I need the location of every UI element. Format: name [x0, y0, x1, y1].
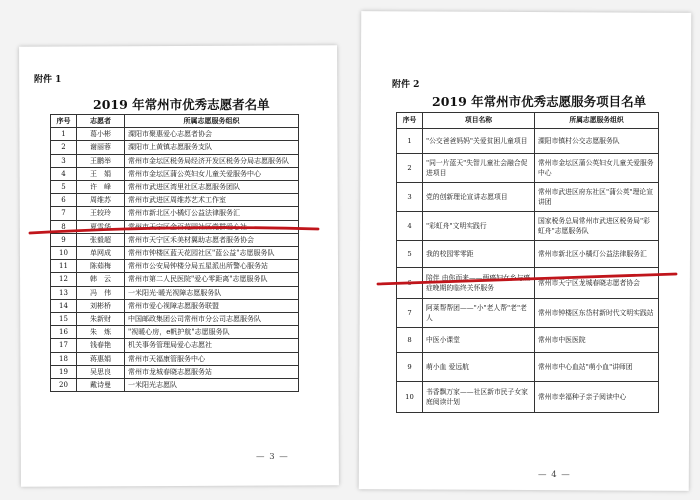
project-name: 陪伴 由你而来——两癌妇女乡与癌症晚期的临终关怀服务 [423, 268, 535, 299]
table-row [397, 212, 659, 241]
row-index: 7 [51, 207, 77, 220]
row-index: 3 [397, 183, 423, 212]
table-row [51, 207, 299, 220]
volunteer-name: 吴思良 [77, 365, 125, 378]
table-row [397, 183, 659, 212]
table-row [51, 247, 299, 260]
row-index: 20 [51, 379, 77, 392]
row-index: 10 [51, 247, 77, 260]
organization-name: 常州市天宁区龙城春晓志愿者协会 [535, 268, 659, 299]
table-row [51, 128, 299, 141]
header-organization: 所属志愿服务组织 [125, 115, 299, 128]
project-name: 阿莱帮帮团——"小"老人帮"老"老人 [423, 299, 535, 328]
organization-name: 常州市新北区小橘灯公益法律服务汇 [535, 241, 659, 268]
organization-name: 常州市武进区周维苏艺术工作室 [125, 194, 299, 207]
row-index: 4 [51, 167, 77, 180]
volunteer-name: 葛小彬 [77, 128, 125, 141]
attachment-label: 附件 2 [392, 80, 420, 90]
volunteer-name: 钱春艳 [77, 339, 125, 352]
table-row [51, 352, 299, 365]
row-index: 4 [397, 212, 423, 241]
organization-name: "视暖心房，e帆护航"志愿服务队 [125, 326, 299, 339]
table-row [51, 313, 299, 326]
organization-name: 常州市第二人民医院"爱心零距离"志愿服务队 [125, 273, 299, 286]
row-index: 13 [51, 286, 77, 299]
volunteer-name: 冯 伟 [77, 286, 125, 299]
volunteer-name: 戴诗曼 [77, 379, 125, 392]
row-index: 8 [397, 328, 423, 353]
header-index: 序号 [397, 113, 423, 129]
organization-name: 一米阳光志愿队 [125, 379, 299, 392]
project-name: "公交爸爸妈妈"关爱贫困儿童项目 [423, 129, 535, 154]
volunteer-name: 夏雪华 [77, 220, 125, 233]
row-index: 5 [51, 181, 77, 194]
project-name: 中医小课堂 [423, 328, 535, 353]
row-index: 1 [51, 128, 77, 141]
table-row [51, 181, 299, 194]
table-row [397, 129, 659, 154]
header-project: 项目名称 [423, 113, 535, 129]
volunteer-name: 张毅超 [77, 233, 125, 246]
table-row [51, 379, 299, 392]
table-row [51, 194, 299, 207]
organization-name: 常州市金坛区蒲公英妇女儿童关爱服务中心 [535, 154, 659, 183]
table-row [51, 167, 299, 180]
volunteer-name: 刘彬桥 [77, 299, 125, 312]
table-row [51, 326, 299, 339]
row-index: 1 [397, 129, 423, 154]
organization-name: 中国邮政集团公司常州市分公司志愿服务队 [125, 313, 299, 326]
row-index: 9 [397, 353, 423, 382]
table-header-row [51, 115, 299, 128]
header-organization: 所属志愿服务组织 [535, 113, 659, 129]
project-table [396, 112, 659, 413]
project-name: "同一片蓝天"失智儿童社会融合促进项目 [423, 154, 535, 183]
organization-name: 常州市新北区小橘灯公益法律服务汇 [125, 207, 299, 220]
page-number: — 4 — [538, 470, 571, 480]
organization-name: 常州市爱心视障志愿服务联盟 [125, 299, 299, 312]
organization-name: 国家税务总局常州市武进区税务局"彩虹舟"志愿服务队 [535, 212, 659, 241]
project-name: 我的校园零零距 [423, 241, 535, 268]
project-name: 党的创新理论宣讲志愿项目 [423, 183, 535, 212]
organization-name: 溧阳市镇村公交志愿服务队 [535, 129, 659, 154]
organization-name: 常州市武进区湾里社区志愿服务团队 [125, 181, 299, 194]
table-row [51, 299, 299, 312]
attachment-label: 附件 1 [34, 75, 62, 85]
organization-name: 常州市龙城春晓志愿服务站 [125, 365, 299, 378]
row-index: 16 [51, 326, 77, 339]
row-index: 2 [51, 141, 77, 154]
volunteer-name: 许 峰 [77, 181, 125, 194]
row-index: 15 [51, 313, 77, 326]
table-row [397, 241, 659, 268]
table-row [51, 273, 299, 286]
organization-name: 一米阳光·暖光视障志愿服务队 [125, 286, 299, 299]
row-index: 9 [51, 233, 77, 246]
volunteer-name: 朱新财 [77, 313, 125, 326]
table-row [51, 260, 299, 273]
organization-name: 常州市钟楼区东岱村新时代文明实践站 [535, 299, 659, 328]
table-row [51, 339, 299, 352]
volunteer-name: 王 娟 [77, 167, 125, 180]
row-index: 2 [397, 154, 423, 183]
header-index: 序号 [51, 115, 77, 128]
project-name: 书香飘万家——社区新市民子女家庭阅读计划 [423, 382, 535, 413]
page-title: 2019 年常州市优秀志愿服务项目名单 [432, 94, 647, 109]
volunteer-name: 韩 云 [77, 273, 125, 286]
volunteer-name: 朱 炼 [77, 326, 125, 339]
organization-name: 常州市公安局钟楼分局五星派出所警心服务站 [125, 260, 299, 273]
row-index: 7 [397, 299, 423, 328]
row-index: 11 [51, 260, 77, 273]
table-row [397, 299, 659, 328]
organization-name: 机关事务管理局爱心志愿社 [125, 339, 299, 352]
organization-name: 常州市金坛区税务局经济开发区税务分局志愿服务队 [125, 154, 299, 167]
organization-name: 溧阳市聚惠爱心志愿者协会 [125, 128, 299, 141]
table-header-row [397, 113, 659, 129]
table-row [397, 353, 659, 382]
row-index: 18 [51, 352, 77, 365]
row-index: 6 [397, 268, 423, 299]
organization-name: 常州市钟楼区蓝天花园社区"蓝公益"志愿服务队 [125, 247, 299, 260]
volunteer-name: 王较玲 [77, 207, 125, 220]
table-row [397, 328, 659, 353]
project-name: "彩虹舟"文明实践行 [423, 212, 535, 241]
volunteer-table [50, 114, 299, 392]
table-row [51, 286, 299, 299]
table-row [397, 154, 659, 183]
header-volunteer: 志愿者 [77, 115, 125, 128]
table-row [51, 220, 299, 233]
organization-name: 常州市中心血站"萌小血"讲师团 [535, 353, 659, 382]
row-index: 5 [397, 241, 423, 268]
row-index: 6 [51, 194, 77, 207]
row-index: 8 [51, 220, 77, 233]
organization-name: 常州市天宁区禾美材翼助志愿者服务协会 [125, 233, 299, 246]
table-row [51, 365, 299, 378]
organization-name: 常州市天福康管服务中心 [125, 352, 299, 365]
volunteer-name: 单网成 [77, 247, 125, 260]
page-title: 2019 年常州市优秀志愿者名单 [93, 97, 270, 112]
organization-name: 溧阳市上黄镇志愿服务支队 [125, 141, 299, 154]
project-name: 萌小血 爱远航 [423, 353, 535, 382]
volunteer-name: 蒋惠娟 [77, 352, 125, 365]
volunteer-name: 王鹏举 [77, 154, 125, 167]
volunteer-name: 周维苏 [77, 194, 125, 207]
volunteer-name: 谢丽蓉 [77, 141, 125, 154]
row-index: 19 [51, 365, 77, 378]
organization-name: 常州市武进区府东社区"蒲公英"理论宣讲团 [535, 183, 659, 212]
table-row [51, 233, 299, 246]
row-index: 10 [397, 382, 423, 413]
organization-name: 常州市天宁区金百花园社区党群爱心社 [125, 220, 299, 233]
organization-name: 常州市中医医院 [535, 328, 659, 353]
row-index: 14 [51, 299, 77, 312]
row-index: 17 [51, 339, 77, 352]
volunteer-name: 陈茹梅 [77, 260, 125, 273]
table-row [397, 382, 659, 413]
organization-name: 常州市金坛区蒲公英妇女儿童关爱服务中心 [125, 167, 299, 180]
table-row [51, 154, 299, 167]
page-number: — 3 — [256, 452, 289, 462]
table-row [51, 141, 299, 154]
table-row [397, 268, 659, 299]
row-index: 12 [51, 273, 77, 286]
row-index: 3 [51, 154, 77, 167]
organization-name: 常州市幸福种子亲子阅读中心 [535, 382, 659, 413]
